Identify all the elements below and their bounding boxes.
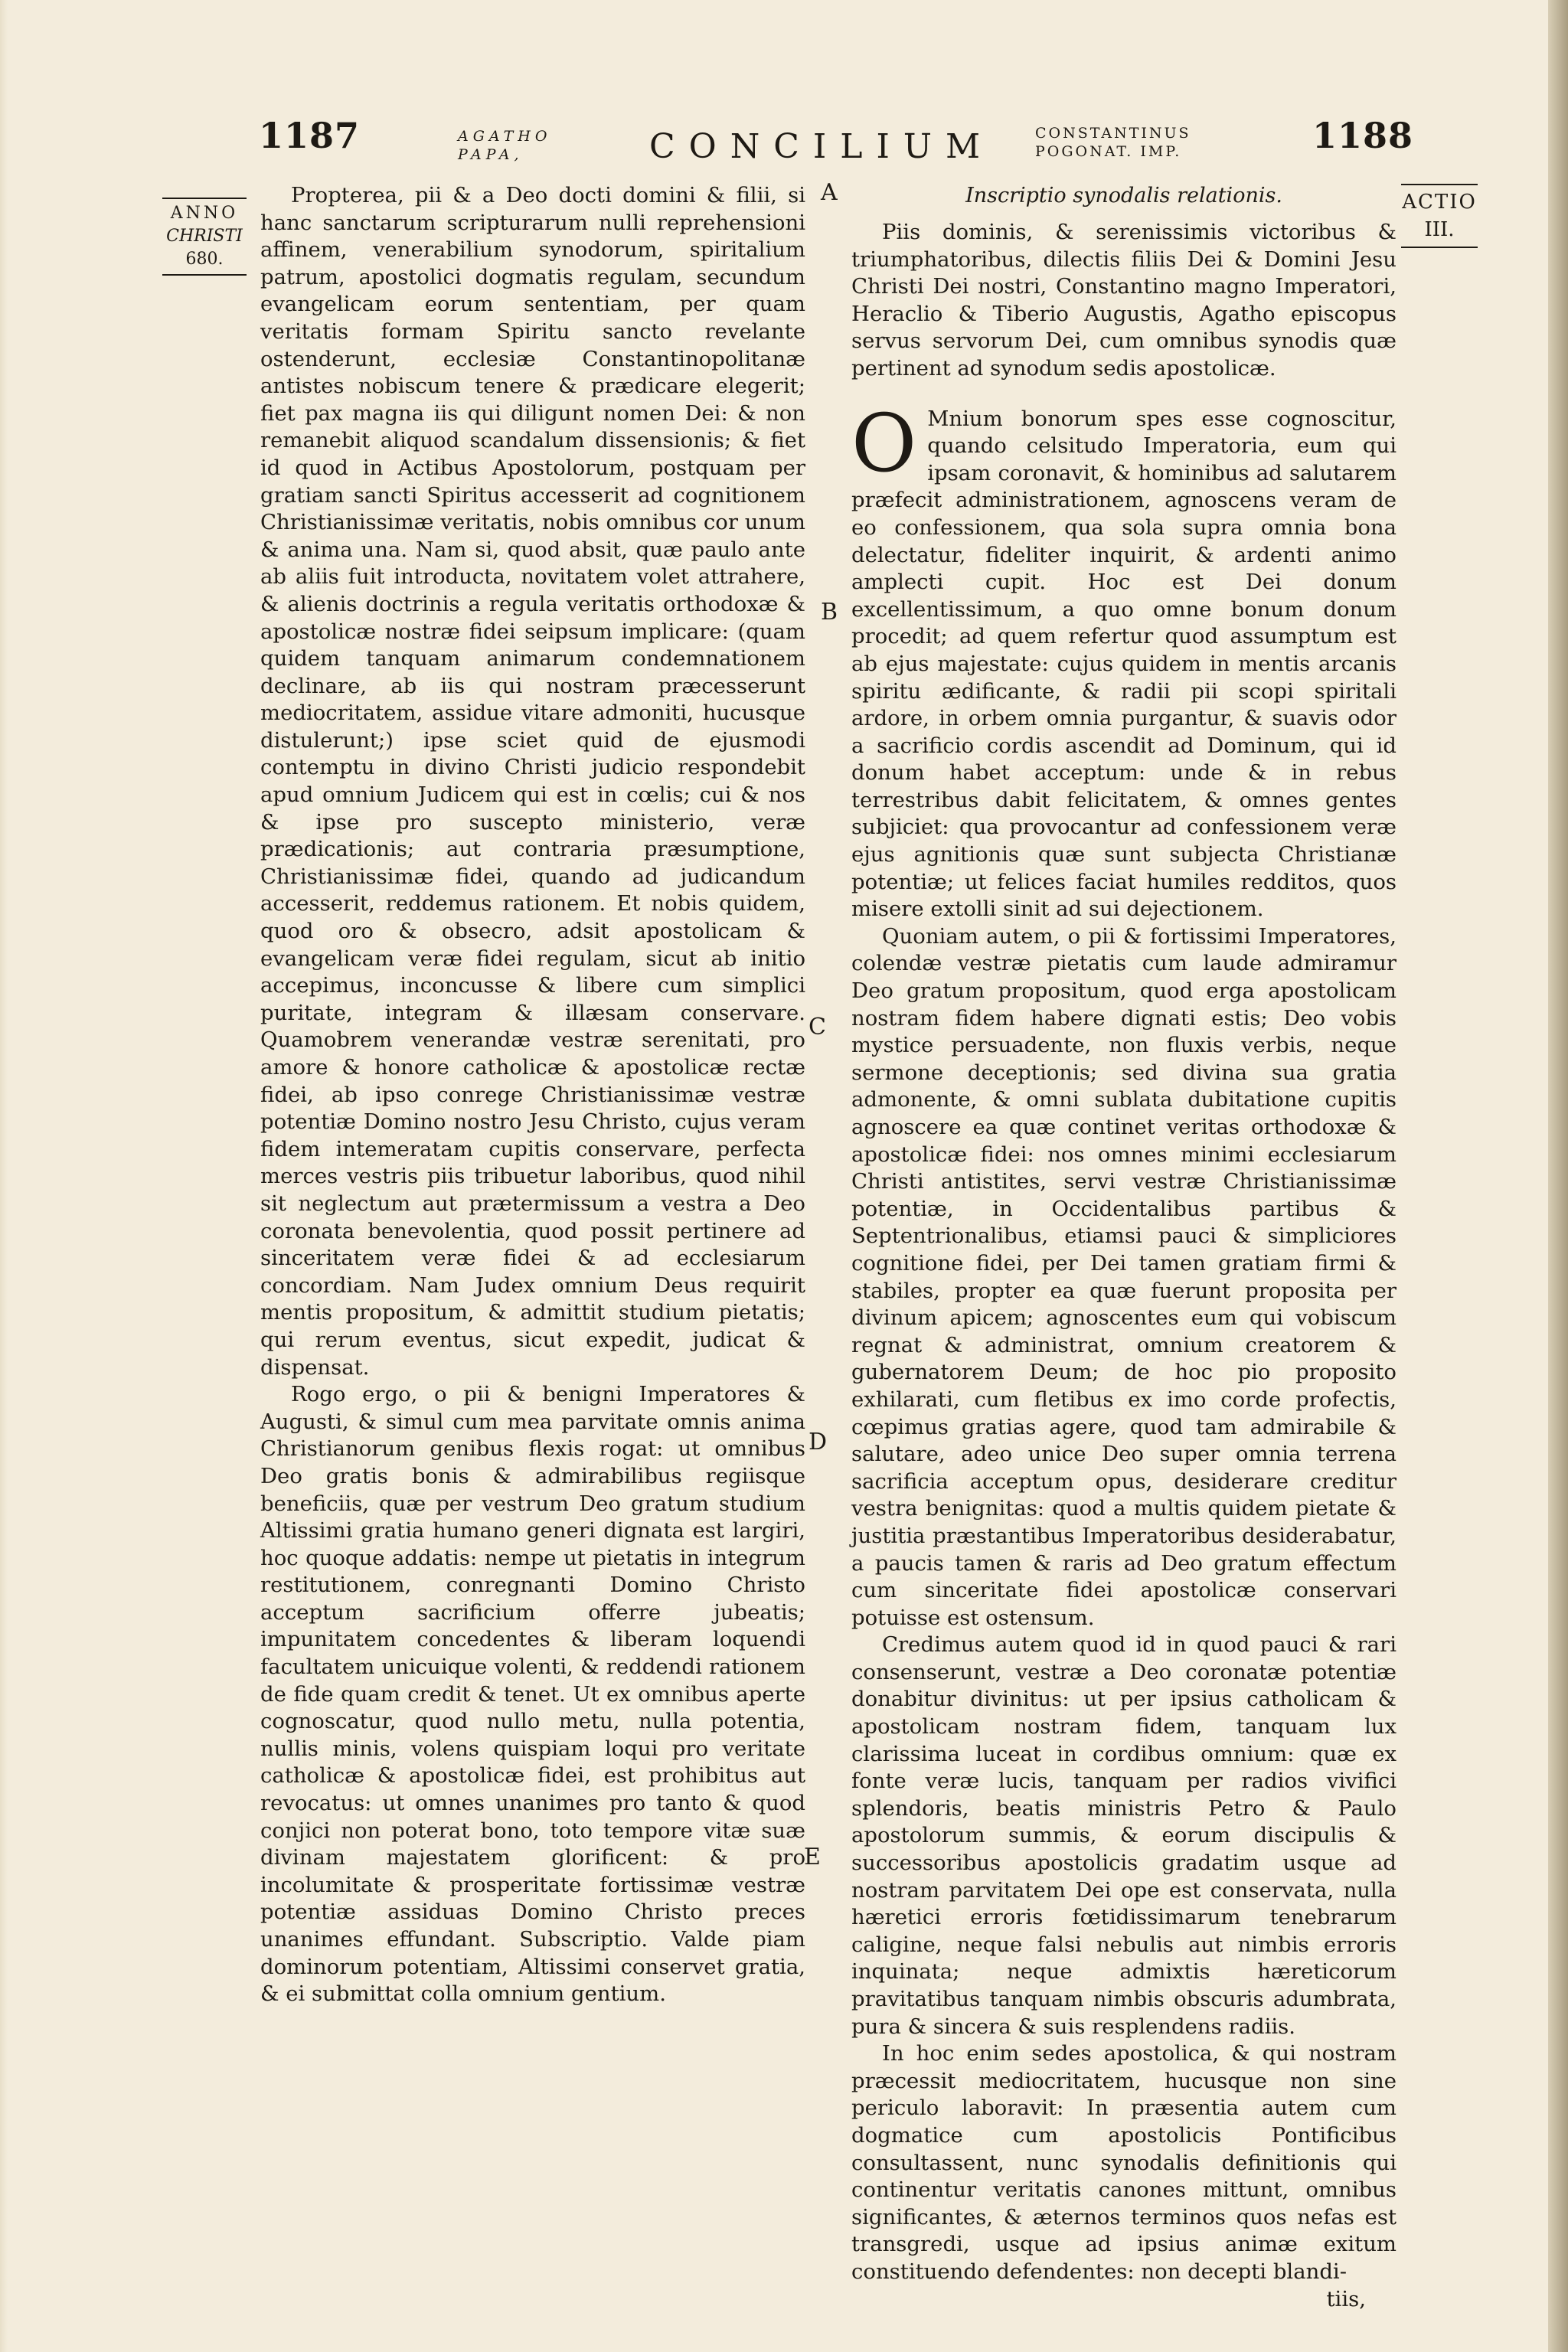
spacer <box>851 383 1396 406</box>
margin-note-year <box>162 198 247 276</box>
left-page-number: 1187 <box>259 115 361 156</box>
paragraph-text: Mnium bonorum spes esse cognoscitur, quando celsitudo Imperatoria, eum qui ipsam coronavit, & hominibus ad salutarem præfecit administrationem, agnoscens veram de eo confessionem, qua sola supra omnia bona delectatur, fideliter inquirit, & ardenti animo amplecti cupit. Hoc est Dei donum excellentissimum, a quo omne bonum donum procedit; ad quem refertur quod assumptum est ab ejus majestate: cujus quidem in mentis arcanis spiritu ædificante, & radii pii scopi spiritali ardore, in orbem omnia purgantur, & suavis odor a sacrificio cordis ascendit ad Dominum, qui id donum habet acceptum: unde & in rebus terrestribus dabit felicitatem, & omnes gentes subjiciet: qua provocantur ad confessionem veræ ejus agnitionis quæ sunt subjecta Christianæ potentiæ; ut felices faciat humiles redditos, quos misere extolli sinit ad sui dejectionem. <box>851 406 1396 922</box>
catchword: tiis, <box>1326 2286 1366 2311</box>
page-edge-right <box>1548 0 1568 2352</box>
left-running-head-line2: PAPA, <box>458 146 524 163</box>
paragraph: Quoniam autem, o pii & fortissimi Imperatores, colendæ vestræ pietatis cum laude admiramur Deo gratum propositum, quod erga apostolicam nostram fidem habere dignati estis; Deo vobis mystice persuadente, non fluxis verbis, neque sermone deceptionis; sed divina sua gratia admonente, & omni sublata dubitatione cupitis agnoscere ea quæ continet veritas orthodoxæ & apostolicæ fidei: nos omnes minimi ecclesiarum Christi antistites, servi vestræ Christianissimæ potentiæ, in Occidentalibus partibus & Septentrionalibus, etiamsi pauci & simpliciores cognitione fidei, per Dei tamen gratiam firmi & stabiles, propter ea quæ fuerunt proposita per divinum apicem; agnoscentes eum qui vobiscum regnat & administrat, omnium creatorem & gubernatorem Deum; de hoc pio proposito exhilarati, cum fletibus ex imo corde profectis, cœpimus gratias agere, quod tam admirabile & salutare, adeo unice Deo super omnia terrena sacrificia acceptum opus, desiderare creditur vestra benignitas: quod a multis quidem pietate & justitia præstantibus Imperatoribus desiderabatur, a paucis tamen & raris ad Deo gratum effectum cum sinceritate fidei apostolicæ conservari potuisse est ostensum. <box>851 923 1396 1630</box>
margin-rule <box>1401 184 1478 185</box>
section-letter: C <box>808 1014 826 1040</box>
margin-note-line2: CHRISTI <box>166 227 243 246</box>
right-running-head-line1: CONSTANTINUS <box>1035 125 1191 142</box>
margin-session-line2: III. <box>1401 216 1478 248</box>
right-page-number: 1188 <box>1312 115 1414 156</box>
section-letter: A <box>821 179 838 206</box>
paragraph: Rogo ergo, o pii & benigni Imperatores & Augusti, & simul cum mea parvitate omnis anima Christianorum genibus flexis rogat: ut omnibus Deo gratis bonis & admirabilibus regiisque beneficiis, quæ per vestrum Deo gratum studium Altissimi gratia humano generi dignata est largiri, hoc quoque addatis: nempe ut pietatis in integrum restitutionem, conregnanti Domino Christo acceptum sacrificium offerre jubeatis; impunitatem concedentes & liberam loquendi facultatem unicuique volenti, & reddendi rationem de fide quam credit & tenet. Ut ex omnibus aperte cognoscatur, quod nullo metu, nulla potentia, nullis minis, volens quispiam loqui pro veritate catholicæ & apostolicæ fidei, est prohibitus aut revocatus: ut omnes unanimes pro tanto & quod conjici non poterat bono, toto tempore vitæ suæ divinam majestatem glorificent: & pro incolumitate & prosperitate fortissimæ vestræ potentiæ assiduas Domino Christo preces unanimes effundant. Subscriptio. Valde piam dominorum potentiam, Altissimi conservet gratia, & ei submittat colla omnium gentium. <box>260 1382 805 2007</box>
drop-cap: O <box>851 396 917 490</box>
section-letter: D <box>808 1429 828 1455</box>
address-paragraph: Piis dominis, & serenissimis victoribus & triumphatoribus, dilectis filiis Dei & Domini Jesu Christi Dei nostri, Constantino magno Imperatori, Heraclio & Tiberio Augustis, Agatho episcopus servus servorum Dei, cum omnibus synodis quæ pertinent ad synodum sedis apostolicæ. <box>851 220 1396 381</box>
margin-session-line1: ACTIO <box>1402 191 1477 214</box>
paragraph: Credimus autem quod id in quod pauci & rari consenserunt, vestræ a Deo coronatæ potentiæ donabitur divinitus: ut per ipsius catholicam & apostolicam nostram fidem, tanquam lux clarissima luceat in cordibus omnium: quæ ex fonte veræ lucis, tanquam per radios vivifici splendoris, beatis ministris Petro & Paulo apostolorum summis, & eorum discipulis & successoribus apostolicis gradatim usque ad nostram parvitatem Dei ope est conservata, nulla hæretici erroris fœtidissimarum tenebrarum caligine, neque falsi nebulis aut nimbis erroris inquinata; neque admixtis hæreticorum pravitatibus tanquam nimbis obscuris adumbrata, pura & sincera & suis resplendens radiis. <box>851 1632 1396 2039</box>
section-heading: Inscriptio synodalis relationis. <box>965 184 1282 207</box>
left-running-head <box>458 127 551 188</box>
paragraph-with-dropcap <box>851 396 1396 923</box>
section-letter: E <box>804 1844 821 1870</box>
section-letter: B <box>821 599 838 626</box>
page-edge-left <box>0 0 8 2352</box>
left-text-column <box>260 182 805 2008</box>
margin-note-line1: ANNO <box>170 204 239 223</box>
right-text-column <box>851 182 1396 2313</box>
paragraph: In hoc enim sedes apostolica, & qui nostram præcessit mediocritatem, hucusque non sine periculo laboravit: In præsentia autem cum dogmatice cum apostolicis Pontificibus consultassent, nunc synodalis definitionis qui continentur veritatis canones mittunt, omnibus significantes, & æternos terminos quos nefas est transgredi, usque ad ipsius animæ exitum constituendo defendentes: non decepti blandi- <box>851 2041 1396 2284</box>
margin-note-line3: 680. <box>162 248 247 276</box>
right-running-head <box>1035 124 1191 185</box>
page-title: CONCILIUM <box>649 127 995 166</box>
paragraph: Propterea, pii & a Deo docti domini & filii, si hanc sanctarum scripturarum nulli reprehensioni affinem, venerabilium synodorum, spiritalium patrum, apostolici dogmatis regulam, secundum evangelicam eorum sententiam, per quam veritatis formam Spiritu sancto revelante ostenderunt, ecclesiæ Constantinopolitanæ antistes nobiscum tenere & prædicare elegerit; fiet pax magna iis qui diligunt nomen Dei: & non remanebit aliquod scandalum dissensionis; & fiet id quod in Actibus Apostolorum, postquam per gratiam sancti Spiritus accesserit ad cognitionem Christianissimæ veritatis, nobis omnibus cor unum & anima una. Nam si, quod absit, quæ paulo ante ab aliis fuit introducta, novitatem volet attrahere, & alienis doctrinis a regula veritatis orthodoxæ & apostolicæ nostræ fidei seipsum implicare: (quam quidem tanquam animarum condemnationem declinare, ab iis qui nostram præcesserunt mediocritatem, assidue vitare admoniti, hucusque distulerunt;) ipse sciet quid de ejusmodi contemptu in divino Christi judicio respondebit apud omnium Judicem qui est in cœlis; cui & nos & ipse pro suscepto ministerio, veræ prædicationis; aut contraria præsumptione, Christianissimæ fidei, quando ad judicandum accesserit, reddemus rationem. Et nobis quidem, quod oro & obsecro, adsit apostolicam & evangelicam veræ fidei regulam, sicut ab initio accepimus, inconcusse & libere cum simplici puritate, integram & illæsam conservare. Quamobrem venerandæ vestræ serenitati, pro amore & honore catholicæ & apostolicæ rectæ fidei, ab ipso conrege Christianissimæ vestræ potentiæ Domino nostro Jesu Christo, cujus veram fidem intemeratam cupitis conservare, perfecta merces vestris piis tribuetur laboribus, quod nihil sit neglectum aut prætermissum a vestra a Deo coronata benevolentia, quod possit pertinere ad sinceritatem veræ fidei & ad ecclesiarum concordiam. Nam Judex omnium Deus requirit mentis propositum, & admittit studium pietatis; qui rerum eventus, sicut expedit, judicat & dispensat. <box>260 183 805 1380</box>
right-running-head-line2: POGONAT. IMP. <box>1035 143 1182 160</box>
margin-rule <box>162 198 247 199</box>
margin-note-session <box>1401 184 1478 248</box>
left-running-head-line1: AGATHO <box>458 128 552 145</box>
